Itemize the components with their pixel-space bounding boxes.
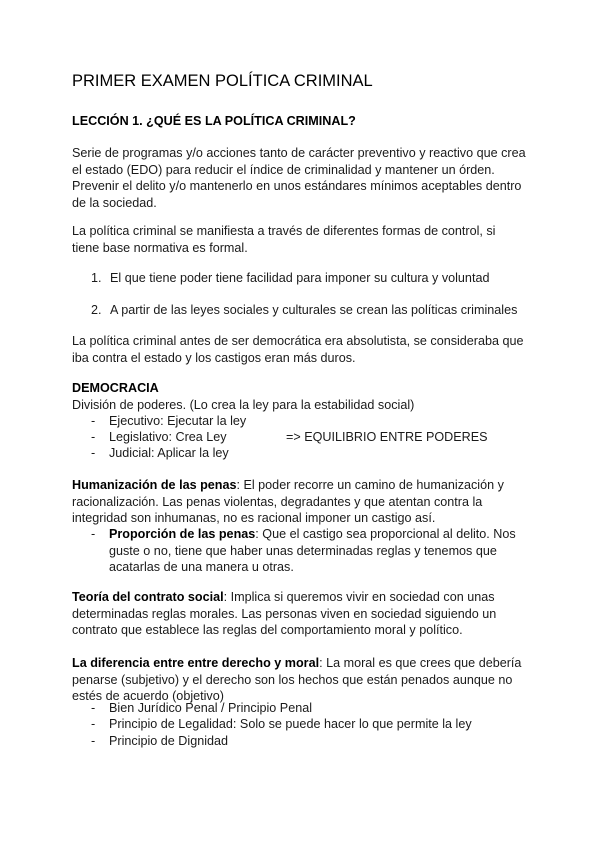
paragraph-humanizacion: Humanización de las penas: El poder recorre un camino de humanización y racionalización. Las penas violentas, degradantes y que atentan contra la integridad son inhumanas, no es racional imponer un castigo así. — [72, 478, 504, 525]
dash-bullet: - — [91, 701, 96, 715]
equilibrio-note: => EQUILIBRIO ENTRE PODERES — [286, 430, 488, 444]
numbered-item — [72, 302, 532, 319]
term-contrato: Teoría del contrato social — [72, 590, 224, 604]
democracia-heading: DEMOCRACIA — [72, 381, 159, 395]
dash-bullet: - — [91, 414, 96, 428]
bullet-text: Principio de Dignidad — [109, 734, 229, 748]
list-number: 2. — [91, 303, 102, 317]
paragraph-absolutism: La política criminal antes de ser democrática era absolutista, se consideraba que iba contra el estado y los castigos eran más duros. — [72, 334, 524, 365]
bullet-text: Legislativo: Crea Ley — [109, 430, 227, 444]
bullet-item — [72, 716, 532, 733]
bullet-item — [72, 445, 532, 462]
dash-bullet: - — [91, 527, 96, 541]
bullet-text: Ejecutivo: Ejecutar la ley — [109, 414, 247, 428]
document-title: PRIMER EXAMEN POLÍTICA CRIMINAL — [72, 72, 373, 90]
term-diferencia: La diferencia entre entre derecho y moral — [72, 656, 320, 670]
list-item-text: El que tiene poder tiene facilidad para imponer su cultura y voluntad — [110, 271, 490, 285]
paragraph-diferencia: La diferencia entre entre derecho y moral: La moral es que crees que debería penarse (subjetivo) y el derecho son los hechos que están penados aunque no estés de acuerdo (objetivo) — [72, 656, 522, 703]
paragraph-proporcion: Proporción de las penas: Que el castigo sea proporcional al delito. Nos guste o no, tiene que haber unas determinadas reglas y tenemos que acatarlas de una manera u otras. — [109, 527, 516, 574]
paragraph-definition: Serie de programas y/o acciones tanto de carácter preventivo y reactivo que crea el estado (EDO) para reducir el índice de criminalidad y mantener un órden. Prevenir el delito y/o mantenerlo en unos estándares mínimos aceptables dentro de la sociedad. — [72, 146, 526, 210]
democracia-intro: División de poderes. (Lo crea la ley para la estabilidad social) — [72, 398, 415, 412]
bullet-text: Principio de Legalidad: Solo se puede hacer lo que permite la ley — [109, 717, 472, 731]
bullet-item — [72, 429, 532, 446]
paragraph-contrato: Teoría del contrato social: Implica si queremos vivir en sociedad con unas determinadas reglas morales. Las personas viven en sociedad siguiendo un contrato que establece las reglas del comportamiento moral y político. — [72, 590, 497, 637]
bullet-item — [72, 733, 532, 750]
dash-bullet: - — [91, 446, 96, 460]
term-proporcion: Proporción de las penas — [109, 527, 256, 541]
paragraph-control: La política criminal se manifiesta a través de diferentes formas de control, si tiene base normativa es formal. — [72, 224, 496, 255]
bullet-item — [72, 700, 532, 717]
bullet-text: Bien Jurídico Penal / Principio Penal — [109, 701, 313, 715]
term-humanizacion: Humanización de las penas — [72, 478, 237, 492]
list-item-text: A partir de las leyes sociales y culturales se crean las políticas criminales — [110, 303, 518, 317]
dash-bullet: - — [91, 717, 96, 731]
numbered-item — [72, 270, 532, 287]
list-number: 1. — [91, 271, 102, 285]
bullet-item — [72, 413, 532, 430]
dash-bullet: - — [91, 734, 96, 748]
dash-bullet: - — [91, 430, 96, 444]
bullet-text: Judicial: Aplicar la ley — [109, 446, 229, 460]
lesson-title: LECCIÓN 1. ¿QUÉ ES LA POLÍTICA CRIMINAL? — [72, 114, 356, 128]
